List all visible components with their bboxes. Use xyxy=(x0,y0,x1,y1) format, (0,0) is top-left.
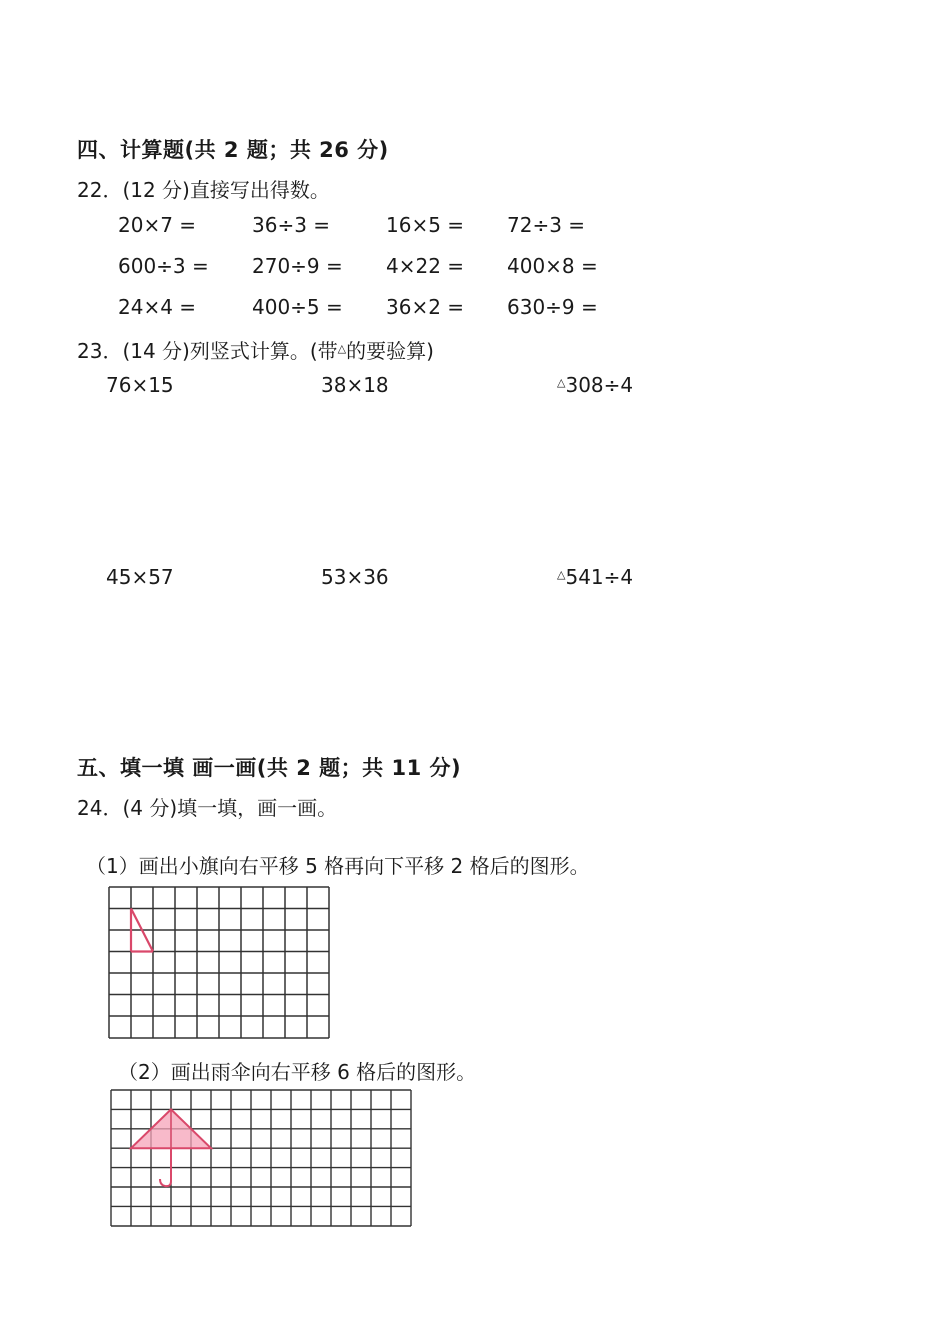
q24-part-1: （1）画出小旗向右平移 5 格再向下平移 2 格后的图形。 xyxy=(86,854,590,878)
q22-expression: 600÷3 = xyxy=(118,254,209,278)
q22-expression: 36÷3 = xyxy=(252,213,331,237)
q23-expression: 38×18 xyxy=(321,373,389,397)
triangle-mark-icon: △ xyxy=(337,342,347,355)
question-23-title: 23．(14 分)列竖式计算。(带△的要验算) xyxy=(77,339,434,363)
q22-expression: 72÷3 = xyxy=(507,213,586,237)
q22-expression: 270÷9 = xyxy=(252,254,343,278)
q23-expression: 53×36 xyxy=(321,565,389,589)
umbrella-figure xyxy=(131,1109,211,1186)
section-5-title: 五、填一填 画一画(共 2 题；共 11 分) xyxy=(77,756,462,780)
umbrella-grid xyxy=(110,1089,413,1227)
q22-expression: 16×5 = xyxy=(386,213,465,237)
q22-expression: 36×2 = xyxy=(386,295,465,319)
triangle-mark-icon: △ xyxy=(557,376,566,389)
question-22-title: 22．(12 分)直接写出得数。 xyxy=(77,178,330,202)
section-4-title: 四、计算题(共 2 题；共 26 分) xyxy=(77,138,389,162)
q22-expression: 24×4 = xyxy=(118,295,197,319)
q23-expression: △308÷4 xyxy=(557,373,634,397)
triangle-mark-icon: △ xyxy=(557,568,566,581)
q23-expression: 45×57 xyxy=(106,565,174,589)
q23-expression: 76×15 xyxy=(106,373,174,397)
q22-expression: 4×22 = xyxy=(386,254,465,278)
q22-expression: 400×8 = xyxy=(507,254,598,278)
q22-expression: 400÷5 = xyxy=(252,295,343,319)
q22-expression: 630÷9 = xyxy=(507,295,598,319)
question-24-title: 24．(4 分)填一填，画一画。 xyxy=(77,796,338,820)
q22-expression: 20×7 = xyxy=(118,213,197,237)
q24-part-2: （2）画出雨伞向右平移 6 格后的图形。 xyxy=(118,1060,477,1084)
flag-grid xyxy=(108,886,331,1039)
q23-expression: △541÷4 xyxy=(557,565,634,589)
